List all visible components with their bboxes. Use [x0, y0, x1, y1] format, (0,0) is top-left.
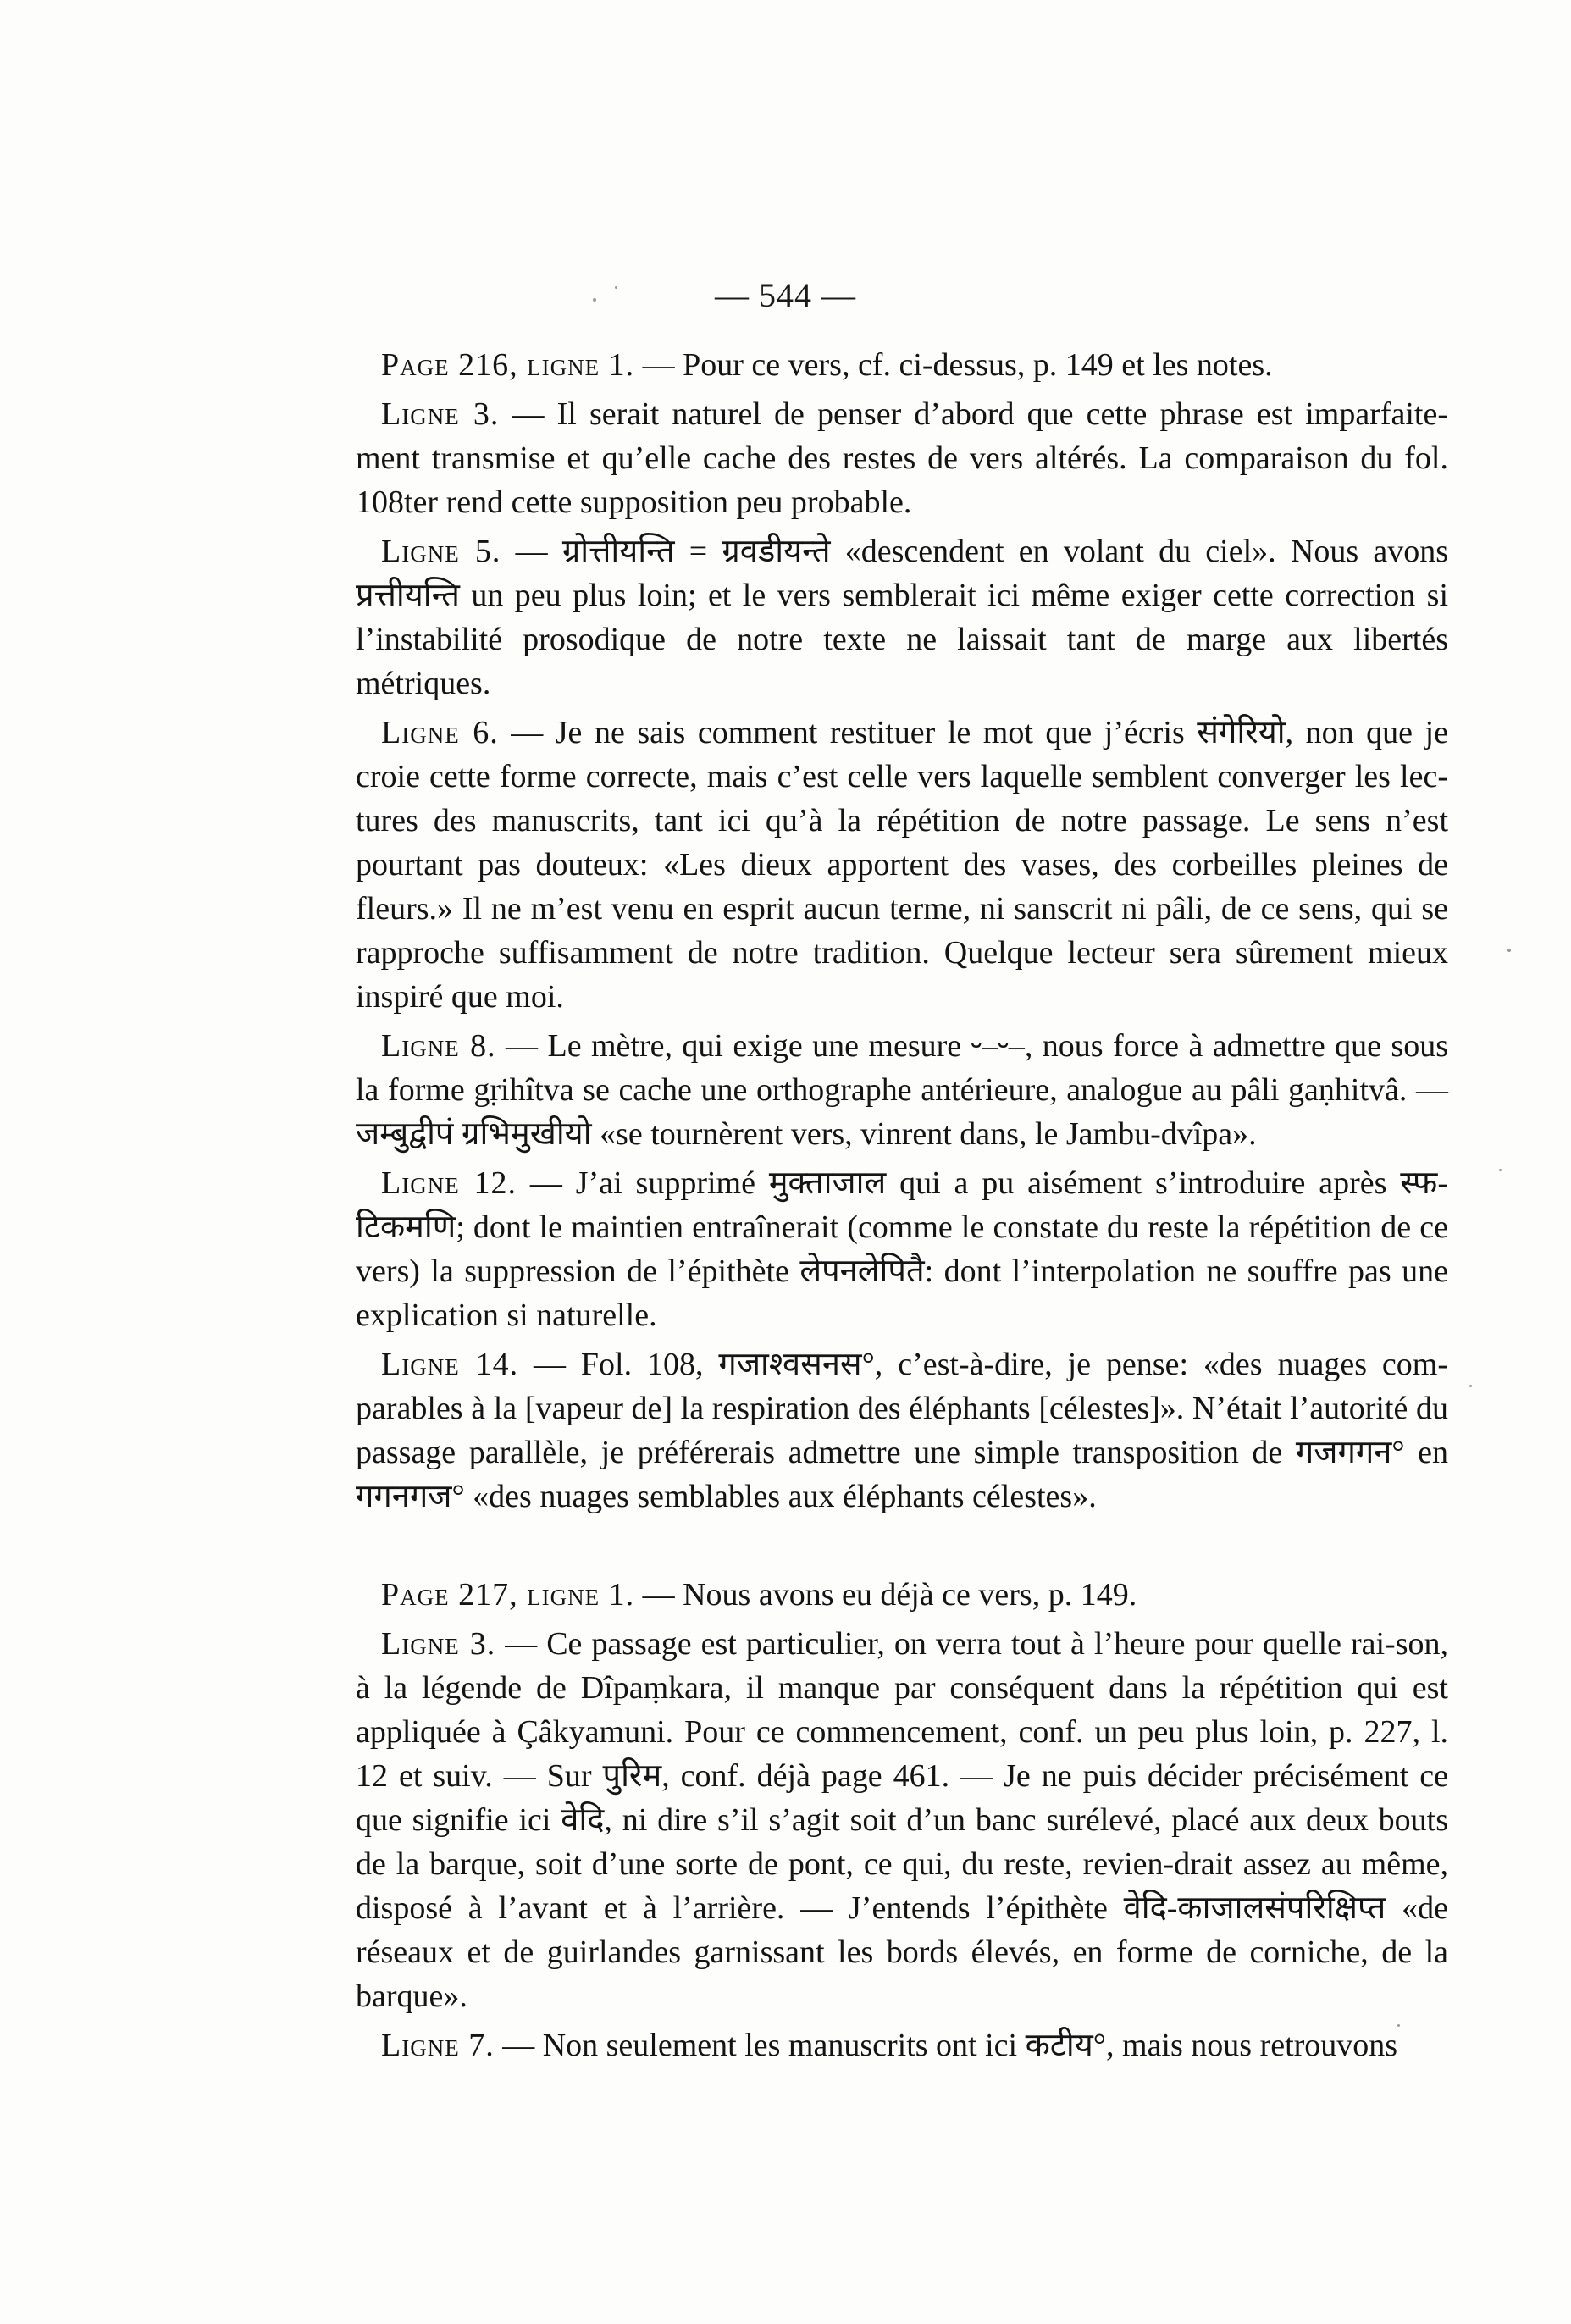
page-number: — 544 —	[715, 276, 856, 314]
note-label: Ligne 5.	[381, 534, 501, 569]
note-paragraph	[356, 1161, 1448, 1337]
ink-speck	[1469, 1385, 1472, 1387]
note-text: — Fol. 108, गजाश्वसनस°, c’est-à-dire, je pense: «des nuages com-parables à la [vapeur de] la respiration des éléphants [célestes]». N’était l’autorité du passage parallèle, je préférerais admettre une simple transposition de गजगगन° en गगनगज° «des nuages semblables aux éléphants célestes».	[356, 1347, 1448, 1514]
body-text	[356, 343, 1448, 2072]
note-text: — Nous avons eu déjà ce vers, p. 149.	[634, 1577, 1137, 1613]
note-label: Ligne 7.	[381, 2028, 495, 2063]
note-paragraph	[356, 1622, 1448, 2018]
note-label: Ligne 12.	[381, 1165, 517, 1201]
note-text: — Le mètre, qui exige une mesure ⏑–⏑–, nous force à admettre que sous la forme gṛihîtva se cache une orthographe antérieure, analogue au pâli gaṇhitvâ. — जम्बुद्वीपं ग्रभिमुखीयो «se tournèrent vers, vinrent dans, le Jambu-dvîpa».	[356, 1028, 1448, 1152]
note-text: — Il serait naturel de penser d’abord que cette phrase est imparfaite-ment transmise et qu’elle cache des restes de vers altérés. La comparaison du fol. 108ter rend cette supposition peu probable.	[356, 396, 1448, 520]
note-text: — ग्रोत्तीयन्ति = ग्रवडीयन्ते «descendent en volant du ciel». Nous avons प्रत्तीयन्ति un peu plus loin; et le vers semblerait ici même exiger cette correction si l’instabilité prosodique de notre texte ne laissait tant de marge aux libertés métriques.	[356, 534, 1448, 701]
note-text: — Pour ce vers, cf. ci-dessus, p. 149 et les notes.	[634, 347, 1273, 383]
note-paragraph	[356, 1573, 1448, 1617]
ink-speck	[1507, 949, 1511, 952]
note-paragraph	[356, 711, 1448, 1019]
note-paragraph	[356, 343, 1448, 387]
note-paragraph	[356, 1342, 1448, 1519]
note-label: Ligne 6.	[381, 715, 499, 750]
note-text: — Ce passage est particulier, on verra tout à l’heure pour quelle rai-son, à la légende de Dîpaṃkara, il manque par conséquent dans la répétition qui est appliquée à Çâkyamuni. Pour ce commencement, conf. un peu plus loin, p. 227, l. 12 et suiv. — Sur पुरिम, conf. déjà page 461. — Je ne puis décider précisément ce que signifie ici वेदि, ni dire s’il s’agit soit d’un banc surélevé, placé aux deux bouts de la barque, soit d’une sorte de pont, ce qui, du reste, revien-drait assez au même, disposé à l’avant et à l’arrière. — J’entends l’épithète वेदि-काजालसंपरिक्षिप्त «de réseaux et de guirlandes garnissant les bords élevés, en forme de corniche, de la barque».	[356, 1626, 1449, 2014]
note-label: Page 217, ligne 1.	[381, 1577, 635, 1613]
note-label: Ligne 14.	[381, 1347, 519, 1382]
note-paragraph	[356, 392, 1448, 524]
note-label: Page 216, ligne 1.	[381, 347, 635, 383]
note-label: Ligne 3.	[381, 396, 500, 432]
note-text: — J’ai supprimé मुक्ताजाल qui a pu aisément s’introduire après स्फ-टिकमणि; dont le maintien entraînerait (comme le constate du reste la répétition de ce vers) la suppression de l’épithète लेपनलेपितै: dont l’interpolation ne souffre pas une explication si naturelle.	[356, 1165, 1448, 1333]
note-paragraph	[356, 529, 1448, 706]
note-text: — Non seulement les manuscrits ont ici कटीय°, mais nous retrouvons	[494, 2028, 1398, 2063]
note-label: Ligne 8.	[381, 1028, 496, 1064]
note-paragraph	[356, 1024, 1448, 1156]
note-text: — Je ne sais comment restituer le mot que j’écris संगेरियो, non que je croie cette forme correcte, mais c’est celle vers laquelle semblent converger les lec-tures des manuscrits, tant ici qu’à la répétition de notre passage. Le sens n’est pourtant pas douteux: «Les dieux apportent des vases, des corbeilles pleines de fleurs.» Il ne m’est venu en esprit aucun terme, ni sanscrit ni pâli, de ce sens, qui se rapproche suffisamment de notre tradition. Quelque lecteur sera sûrement mieux inspiré que moi.	[356, 715, 1448, 1015]
note-label: Ligne 3.	[381, 1626, 496, 1662]
ink-speck	[1499, 1169, 1502, 1171]
note-paragraph	[356, 2023, 1448, 2067]
